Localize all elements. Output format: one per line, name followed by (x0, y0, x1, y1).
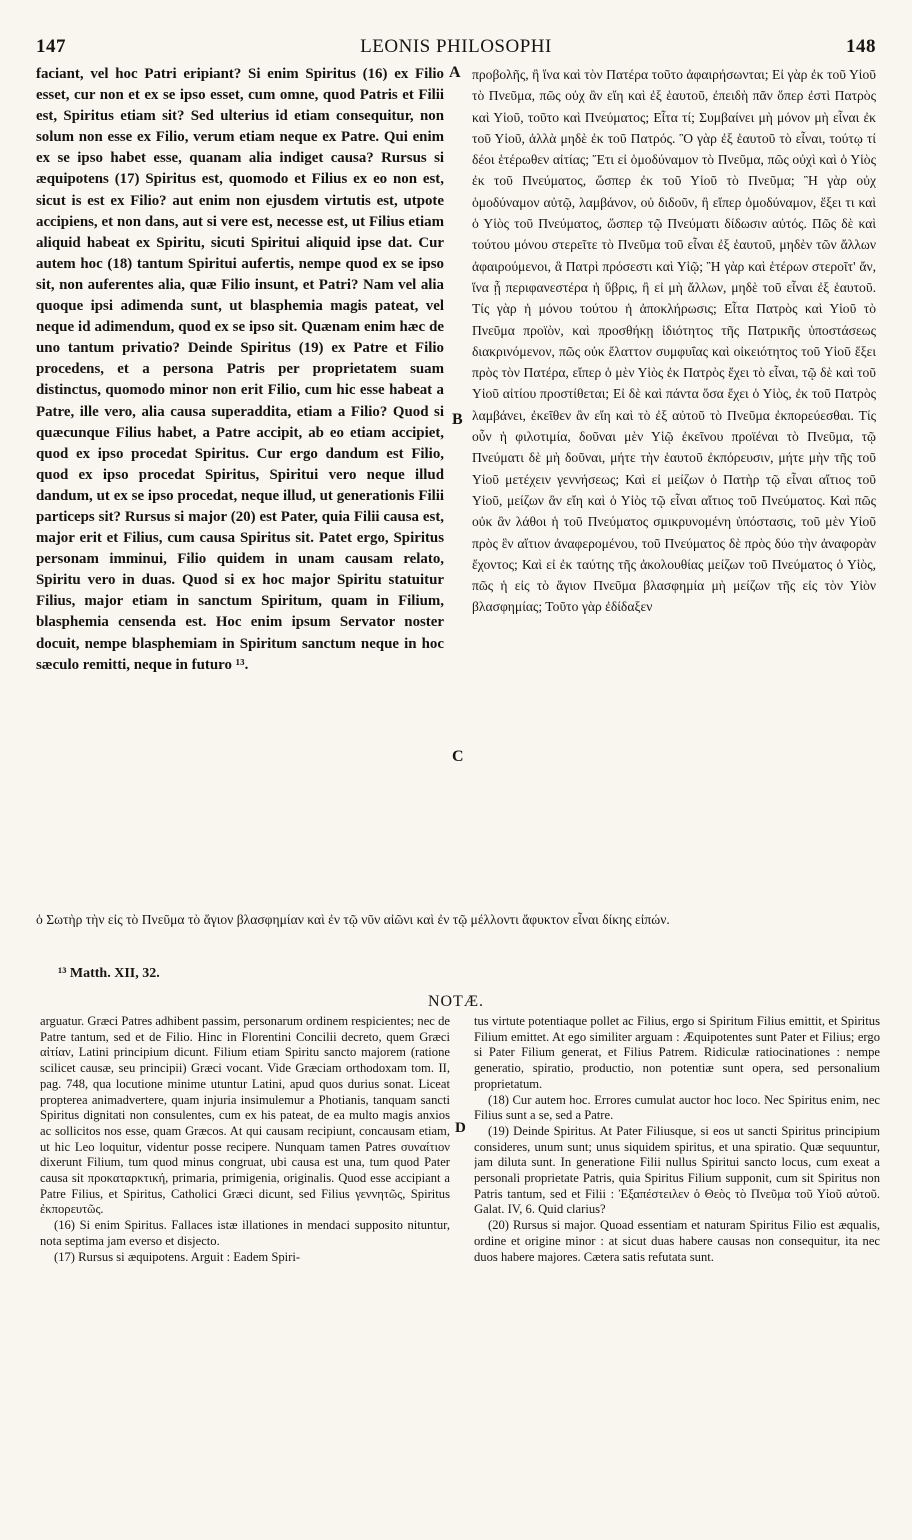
latin-text: faciant, vel hoc Patri eripiant? Si enim Spiritus (16) ex Filio esset, cur non et ex se ipso esset, cum omne, quod Patris et Filii est, Spiritus etiam sit? Sed ulterius id etiam consequitur, non solum non esse ex Filio, verum etiam neque ex Patre. Qui enim ex se ipso habet esse, quanam alia indiget causa? Rursus si æquipotens (17) Spiritus est, quomodo et Filius ex eo non est, sicut is est ex Filio? aut enim non ejusdem virtutis est, utpote accipiens, et non dans, aut si vere est, necesse est, ut Filius etiam aliquid habeat ex Spiritu, sicuti Spiritui aliquid ipse dat. Cur autem hoc (18) tantum Spiritui aufertis, nempe quod ex se ipso sit, non auferentes alia, quæ Filio insunt, et Patri? Nam vel alia quoque ipsi adimenda sunt, ut blasphemia magis pateat, vel neque id adimendum, quod ex se ipso sit. Quænam enim hæc de uno tantum privatio? Deinde Spiritus (19) ex Patre et Filio procedens, et a persona Patris per proprietatem suam distinctus, quomodo minor non erit Filio, cum hic esse habeat a Patre, ille vero, alia causa superaddita, etiam a Filio? Quod si quæcunque Filius habet, a Patre accipit, ab eo etiam accipiet, quod ex ipso procedat Spiritus. Cur ergo dandum est Filio, quod ex ipso procedat Spiritus, Spiritui vero neque illud dandum, ut ex se ipso procedat, neque illud, ut generationis Filii particeps sit? Rursus si major (20) est Pater, quia Filii causa est, major erit et Filius, cum causa Spiritus sit. Patet ergo, Spiritus personam imminui, Filio quidem in unam causam relato, Spiritu vero in duas. Quod si ex hoc major Spiritu statuitur Filius, major etiam in sanctum Spiritum, quam in Filium, blasphemia censenda est. Hoc enim ipsum Servator noster docuit, nempe blasphemiam in Spiritum sanctum neque in hoc sæculo remitti, neque in futuro ¹³. (36, 66, 444, 673)
notes-title: NOTÆ. (427, 993, 485, 1010)
greek-continuation: ὁ Σωτὴρ τὴν εἰς τὸ Πνεῦμα τὸ ἅγιον βλασφημίαν καὶ ἐν τῷ νῦν αἰῶνι καὶ ἐν τῷ μέλλοντι ἄφυκτον εἶναι δίκης εἰπών. (36, 912, 670, 927)
section-marker-a: A (449, 64, 461, 81)
note-19: (19) Deinde Spiritus. At Pater Filiusque, si eos ut sancti Spiritus principium consideres, unum sunt; unus siquidem spiritus, et una spiratio. Quæ sequuntur, jam diluta sunt. In generatione Filii nullus Spiritui sancto locus, cum exeat a personali proprietate Patris, quia Spiritus Filium supponit, cum sit Spiritus non Patris tantum, sed et Filii : Ἐξαπέστειλεν ὁ Θεὸς τὸ Πνεῦμα τοῦ Υἱοῦ αὐτοῦ. Galat. IV, 6. Quid clarius? (474, 1123, 880, 1217)
section-marker-c: C (452, 748, 464, 765)
footnote: ¹³ Matth. XII, 32. (58, 966, 160, 981)
latin-column (36, 64, 444, 906)
greek-text: προβολῆς, ἢ ἵνα καὶ τὸν Πατέρα τοῦτο ἀφαιρήσωνται; Εἰ γὰρ ἐκ τοῦ Υἱοῦ τὸ Πνεῦμα, πῶς οὐχ ἂν εἴη καὶ ἐξ ἑαυτοῦ, ἐπειδὴ πᾶν ὅπερ ἐστὶ Πατρὸς καὶ Υἱοῦ, τοῦτο καὶ Πνεύματος; Εἶτα τί; Συμβαίνει μὴ μόνον μὴ εἶναι ἐκ τοῦ Υἱοῦ, ἀλλὰ μηδὲ ἐκ τοῦ Πατρός. Ὃ γὰρ ἐξ ἑαυτοῦ τὸ εἶναι, τούτῳ τί δέοι ἑτέρωθεν αἰτίας; Ἔτι εἰ ὁμοδύναμον τὸ Πνεῦμα, πῶς οὐχὶ καὶ ὁ Υἱὸς ἐκ τοῦ Πνεύματος, ὥσπερ ἐκ τοῦ Υἱοῦ τὸ Πνεῦμα; Ἢ γὰρ οὐχ ὁμοδύναμον αὐτῷ, λαμβάνον, οὐ διδοῦν, ἢ εἴπερ ὁμοδύναμον, ἕξει τι καὶ ὁ Υἱὸς τοῦ Πνεύματος, ὥσπερ τῷ Πνεύματι δίδωσιν αὐτός. Πῶς δὲ καὶ τούτου μόνου στερεῖτε τὸ Πνεῦμα τοῦ εἶναι ἐξ ἑαυτοῦ, μηδὲν τῶν ἄλλων ἀφαιρούμενοι, ἃ Πατρὶ πρόσεστι καὶ Υἱῷ; Ἢ γὰρ καὶ ἑτέρων στεροῖτ' ἄν, ἵνα ᾖ περιφανεστέρα ἡ ὕβρις, ἢ εἰ μὴ ἄλλων, μηδὲ τοῦ εἶναι ἐξ ἑαυτοῦ. Τίς γὰρ ἡ μόνου τούτου ἡ ἀποκλήρωσις; Εἶτα Πατρὸς καὶ Υἱοῦ τὸ Πνεῦμα προϊὸν, καὶ προσθήκῃ ἰδιότητος τῆς Πατρικῆς ὑποστάσεως διακρινόμενον, πῶς οὐκ ἔλαττον συμφυΐας καὶ οἰκειότητος τοῦ Υἱοῦ ἕξει πρὸς τὸν Πατέρα, εἴπερ ὁ μὲν Υἱὸς ἐκ Πατρὸς ἔχει τὸ εἶναι, τῷ δὲ καὶ τοῦ Υἱοῦ αἰτίου προστίθεται; Εἰ δὲ καὶ πάντα ὅσα ἔχει ὁ Υἱὸς, ἐκ τοῦ Πατρὸς λαμβάνει, ἐκεῖθεν ἂν εἴη καὶ τὸ ἐξ αὐτοῦ τὸ Πνεῦμα ἐκπορεύεσθαι. Τίς οὖν ἡ φιλοτιμία, δοῦναι μὲν Υἱῷ ἐκεῖνου προϊέναι τὸ Πνεῦμα, τῷ Πνεύματι δὲ μὴ δοῦναι, μήτε τὴν ἑαυτοῦ ἐκπόρευσιν, μήτε μὴν τῆς τοῦ Υἱοῦ μετέχειν γεννήσεως; Καὶ εἰ μείζων ὁ Πατὴρ τῷ εἶναι αἴτιος τοῦ Υἱοῦ, μείζων ἂν εἴη καὶ ὁ Υἱὸς τῷ εἶναι αἴτιος τοῦ Πνεύματος. Καὶ πῶς οὐκ ἂν λάθοι ἡ τοῦ Πνεύματος σμικρυνομένη ὑπόστασις, τοῦ μὲν Υἱοῦ πρὸς ἓν αἴτιον ἀναφερομένου, τοῦ Πνεύματος δὲ πρὸς δύο τὴν ἀναφορὰν ἔχοντος; Καὶ εἰ ἐκ ταύτης τῆς ἀκολουθίας μείζων τοῦ Πνεύματος ὁ Υἱὸς, πῶς ἡ εἰς τὸ ἅγιον Πνεῦμα βλασφημία μὴ μείζων τῆς εἰς τὸν Υἱὸν βλασφημίας; Τοῦτο γὰρ ἐδίδαξεν (472, 67, 876, 615)
page-number-left: 147 (36, 36, 66, 57)
page-header (36, 36, 876, 62)
greek-column (472, 64, 876, 906)
note-17: (17) Rursus si æquipotens. Arguit : Eadem Spiri- (54, 1249, 301, 1264)
notes-left-column (40, 1014, 450, 1514)
section-marker-d: D (455, 1120, 466, 1136)
notes-right-column (474, 1014, 880, 1514)
note-18: (18) Cur autem hoc. Errores cumulat auctor hoc loco. Nec Spiritus enim, nec Filius sunt a se, sed a Patre. (474, 1092, 880, 1123)
note-paragraph: arguatur. Græci Patres adhibent passim, personarum ordinem respicientes; nec de Patre tantum, sed et de Filio. Hinc in Florentini Concilii decreto, quem Græci αἰτίαν, Latini principium dicunt. Filium etiam Spiritu sancto majorem (ratione scilicet causæ, seu principii) Græci vocant. Vide Græciam orthodoxam tom. II, pag. 748, qua locutione minime utuntur Latini, apud quos durius sonat. Liceat propterea animadvertere, quam injuria insimulemur a Photianis, tanquam sancti Spiritus dignitati non consulentes, cum ex his pateat, de ea multo magis anxios ac sollicitos nos esse, quam Græcos. At qui causam recipiunt, concausam etiam, ut hic Leo loquitur, videntur posse recipere. Nunquam tamen Patres συναίτιον dixerunt Filium, tum quod minus congruat, ubi causa est una, tum quod Pater causa sit προκαταρκτική, primaria, primigenia, originalis. Quod esse accipiant a Patre Filius, et Spiritus, Catholici Græci dicunt, sed Filius γεννητῶς, Spiritus ἐκπορευτῶς. (40, 1014, 450, 1217)
running-title: LEONIS PHILOSOPHI (360, 36, 552, 57)
section-marker-b: B (452, 411, 463, 428)
page-number-right: 148 (846, 36, 876, 57)
note-16: (16) Si enim Spiritus. Fallaces istæ illationes in mendaci supposito nituntur, nota septima jam everso et disjecto. (40, 1218, 450, 1248)
note-17-continued: tus virtute potentiaque pollet ac Filius, ergo si Spiritum Filius emittit, et Spiritus Filium emittet. At ego similiter arguam : Æquipotentes sunt Pater et Filius; ergo si Pater Filium generat, et Filius Patrem. Ridiculæ ratiocinationes : nempe generatio, spiratio, productio, non potentiæ sunt opera, sed personalium proprietatum. (474, 1014, 880, 1091)
note-20: (20) Rursus si major. Quoad essentiam et naturam Spiritus Filio est æqualis, ordine et origine minor : at sicut duas habere causas non consequitur, ita nec duos habere majores. Cætera satis refutata sunt. (474, 1218, 880, 1264)
